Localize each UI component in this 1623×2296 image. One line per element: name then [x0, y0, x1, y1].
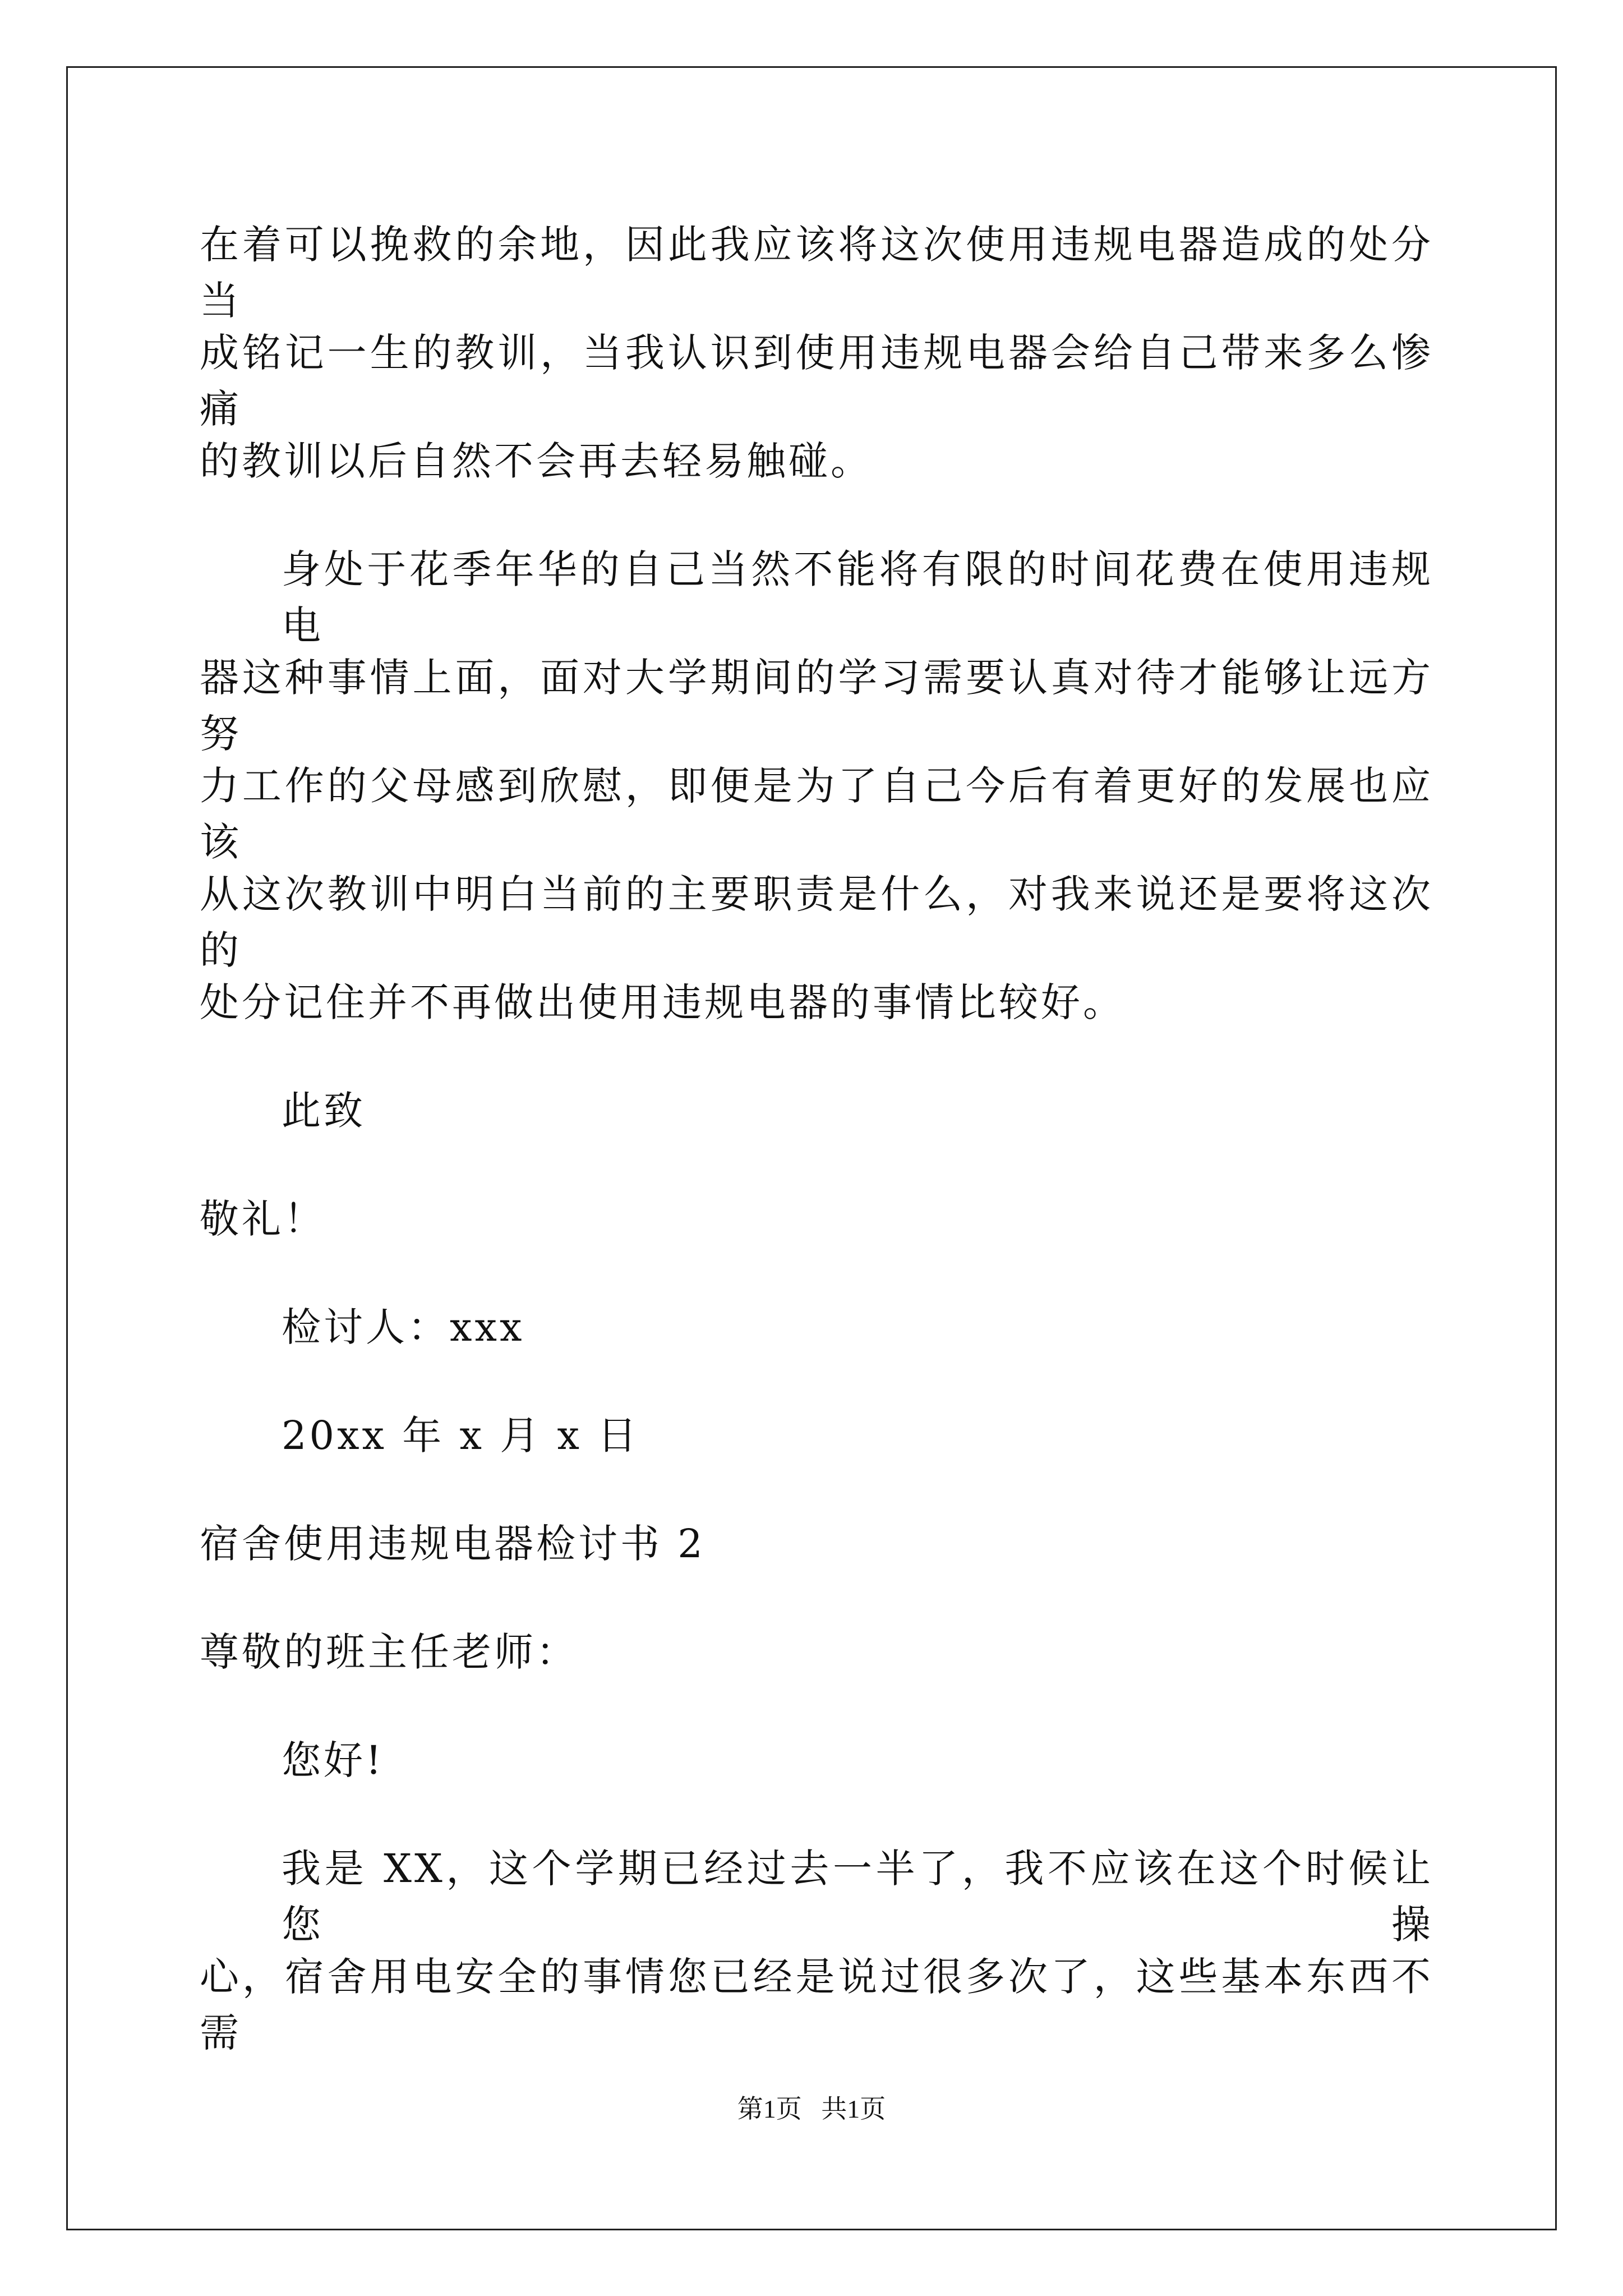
section-title: 宿舍使用违规电器检讨书 2	[200, 1521, 706, 1567]
page-footer: 第1页 共1页	[737, 2095, 886, 2123]
greeting-hello: 您好!	[282, 1737, 385, 1783]
document-body	[200, 217, 1433, 2057]
paragraph-line: 的教训以后自然不会再去轻易触碰。	[200, 438, 873, 484]
signature-line: 检讨人：xxx	[282, 1304, 525, 1350]
closing-salutation: 此致	[282, 1088, 366, 1134]
paragraph-line: 处分记住并不再做出使用违规电器的事情比较好。	[200, 979, 1125, 1025]
closing-regards: 敬礼！	[200, 1196, 326, 1242]
paragraph-line: 我是 XX，这个学期已经过去一半了，我不应该在这个时候让您操	[282, 1846, 1433, 1948]
paragraph-line: 心，宿舍用电安全的事情您已经是说过很多次了，这些基本东西不需	[200, 1954, 1433, 2056]
paragraph-line: 成铭记一生的教训，当我认识到使用违规电器会给自己带来多么惨痛	[200, 330, 1433, 432]
greeting-recipient: 尊敬的班主任老师：	[200, 1629, 578, 1675]
paragraph-line: 在着可以挽救的余地，因此我应该将这次使用违规电器造成的处分当	[200, 222, 1433, 324]
paragraph-line: 从这次教训中明白当前的主要职责是什么，对我来说还是要将这次的	[200, 871, 1433, 973]
paragraph-line: 器这种事情上面，面对大学期间的学习需要认真对待才能够让远方努	[200, 655, 1433, 757]
paragraph-line: 身处于花季年华的自己当然不能将有限的时间花费在使用违规电	[282, 546, 1433, 648]
paragraph-line: 力工作的父母感到欣慰，即便是为了自己今后有着更好的发展也应该	[200, 763, 1433, 865]
date-line: 20xx 年 x 月 x 日	[282, 1412, 640, 1458]
